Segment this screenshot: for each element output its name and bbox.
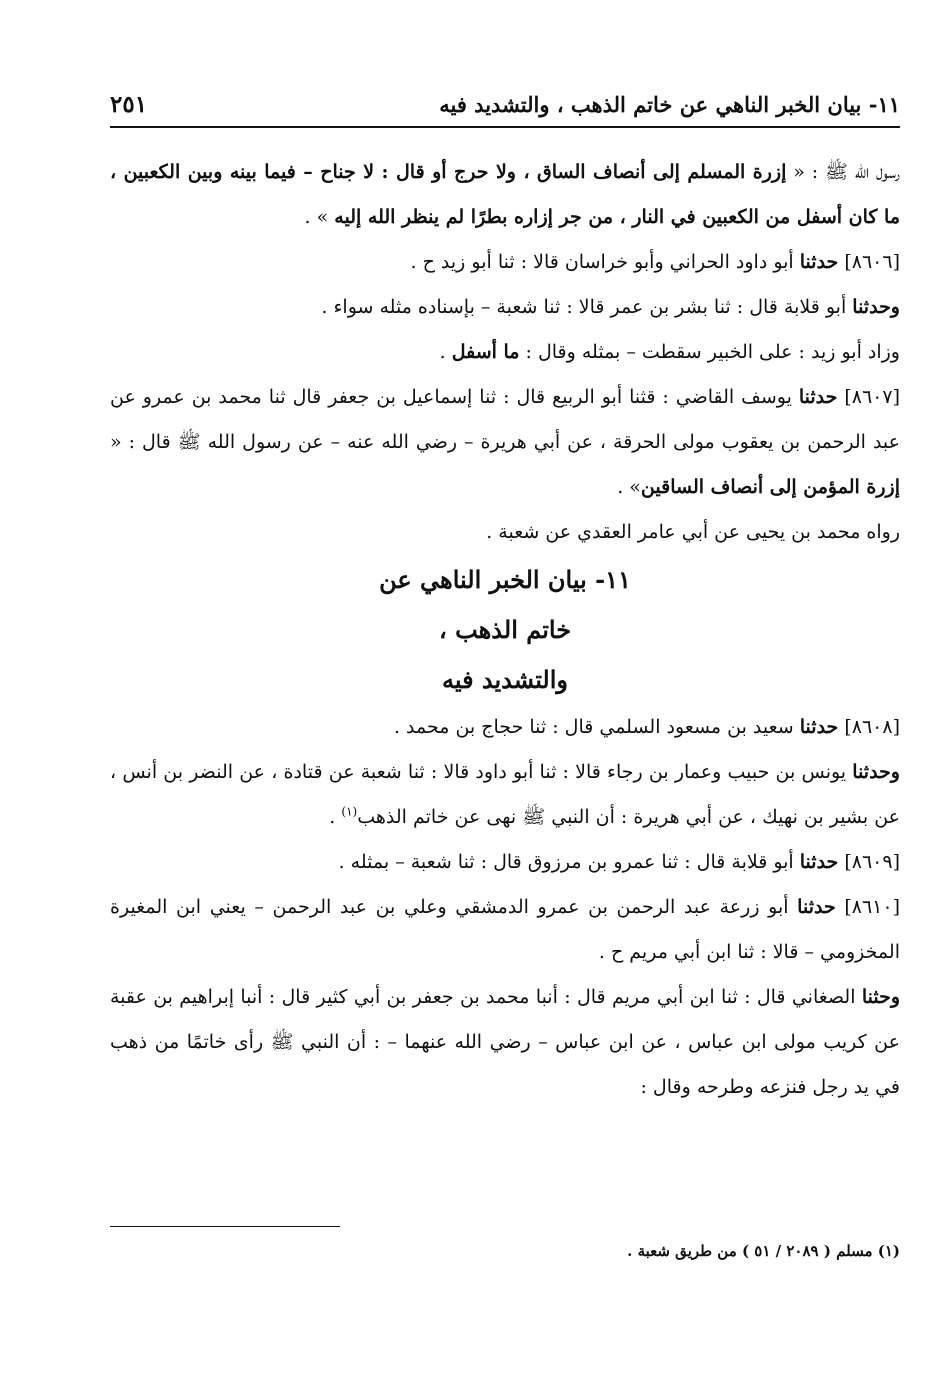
paragraph-8: وحدثنا يونس بن حبيب وعمار بن رجاء قالا : ثنا أبو داود قالا : ثنا شعبة عن قتادة ، عن النضر بن أنس ، عن بشير بن نهيك ، عن أبي هريرة : أن النبي ﷺ نهى عن خاتم الذهب$^{(١)}$ . <box>110 761 900 828</box>
footnote-rule <box>110 1226 340 1227</box>
paragraph-8607: [٨٦٠٧] حدثنا يوسف القاضي : قثنا أبو الربيع قال : ثنا إسماعيل بن جعفر قال ثنا محمد بن عمرو عن عبد الرحمن بن يعقوب مولى الحرقة ، عن أبي هريرة – رضي الله عنه – عن رسول الله ﷺ قال : « إزرة المؤمن إلى أنصاف الساقين» . <box>110 386 900 498</box>
section-title-line-2: خاتم الذهب ، <box>438 615 572 644</box>
paragraph-3: وحدثنا أبو قلابة قال : ثنا بشر بن عمر قالا : ثنا شعبة – بإسناده مثله سواء . <box>321 296 900 318</box>
section-title-line-1: ١١- بيان الخبر الناهي عن <box>379 565 631 594</box>
paragraph-1: رسول الله ﷺ : « إزرة المسلم إلى أنصاف الساق ، ولا حرج أو قال : لا جناح – فيما بينه وبين الكعبين ، ما كان أسفل من الكعبين في النار ، من جر إزاره بطرًا لم ينظر الله إليه » . <box>110 161 900 228</box>
page-body <box>110 150 900 1110</box>
paragraph-8609: [٨٦٠٩] حدثنا أبو قلابة قال : ثنا عمرو بن مرزوق قال : ثنا شعبة – بمثله . <box>338 851 900 873</box>
footnote-ref[interactable]: (١) <box>341 804 358 819</box>
hadith-number: [٨٦٠٨] <box>838 716 900 738</box>
paragraph-4: وزاد أبو زيد : على الخبير سقطت – بمثله وقال : ما أسفل . <box>439 341 900 363</box>
header-title: ١١- بيان الخبر الناهي عن خاتم الذهب ، والتشديد فيه <box>439 91 900 117</box>
running-header <box>110 86 900 122</box>
page-number: ٢٥١ <box>110 90 148 118</box>
paragraph-8606: [٨٦٠٦] حدثنا أبو داود الحراني وأبو خراسان قالا : ثنا أبو زيد ح . <box>410 251 900 273</box>
paragraph-6: رواه محمد بن يحيى عن أبي عامر العقدي عن شعبة . <box>486 521 900 543</box>
section-title-line-3: والتشديد فيه <box>441 665 569 694</box>
hadith-number: [٨٦٠٦] <box>838 251 900 273</box>
document-page <box>110 0 900 1373</box>
paragraph-8608: [٨٦٠٨] حدثنا سعيد بن مسعود السلمي قال : ثنا حجاج بن محمد . <box>393 716 900 738</box>
hadith-number: [٨٦٠٧] <box>837 386 900 408</box>
header-rule <box>110 126 900 128</box>
paragraph-11: وحثنا الصغاني قال : ثنا ابن أبي مريم قال : أنبا محمد بن جعفر بن أبي كثير قال : أنبا إبراهيم بن عقبة عن كريب مولى ابن عباس ، عن ابن عباس – رضي الله عنهما – : أن النبي ﷺ رأى خاتمًا من ذهب في يد رجل فنزعه وطرحه وقال : <box>110 986 900 1098</box>
hadith-number: [٨٦٠٩] <box>838 851 900 873</box>
paragraph-8610: [٨٦١٠] حدثنا أبو زرعة عبد الرحمن بن عمرو الدمشقي وعلي بن عبد الرحمن – يعني ابن المغيرة المخزومي – قالا : ثنا ابن أبي مريم ح . <box>110 896 901 963</box>
hadith-number: [٨٦١٠] <box>835 896 901 918</box>
footnote: (١) مسلم ( ٢٠٨٩ / ٥١ ) من طريق شعبة . <box>627 1242 900 1260</box>
